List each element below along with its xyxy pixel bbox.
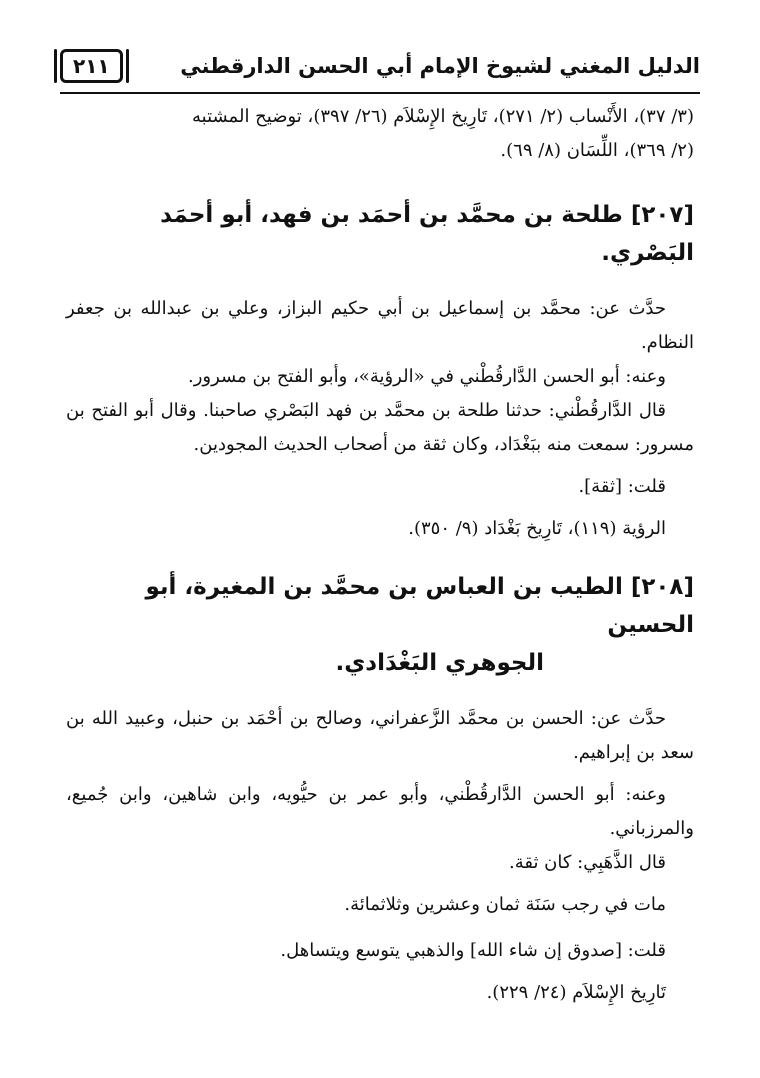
page-body — [66, 100, 694, 1010]
entry-208-teachers: حدَّث عن: الحسن بن محمَّد الزَّعفراني، وصالح بن أحْمَد بن حنبل، وعبيد الله بن سعد بن إبراهيم. — [66, 708, 694, 763]
spacer — [66, 682, 694, 702]
spacer — [66, 272, 694, 292]
entry-208-references: تَارِيخ الإِسْلاَم (٢٤/ ٢٢٩). — [486, 982, 666, 1003]
entry-207-references: الرؤية (١١٩)، تَارِيخ بَغْدَاد (٩/ ٣٥٠). — [408, 518, 666, 539]
spacer — [66, 546, 694, 568]
spacer — [66, 880, 694, 888]
references-continued-line1: (٣/ ٣٧)، الأَنْساب (٢/ ٢٧١)، تَارِيخ الإِسْلاَم (٢٦/ ٣٩٧)، توضيح المشتبه — [191, 106, 694, 127]
entry-207-teachers: حدَّث عن: محمَّد بن إسماعيل بن أبي حكيم البزاز، وعلي بن عبدالله بن جعفر النظام. — [66, 298, 694, 353]
spacer — [66, 504, 694, 512]
entry-208-title-line2: الجوهري البَغْدَادي. — [335, 650, 544, 676]
entry-208-verdict: قلت: [صدوق إن شاء الله] والذهبي يتوسع ويتساهل. — [280, 940, 666, 961]
spacer — [66, 922, 694, 934]
header-divider — [60, 92, 700, 94]
running-title: الدليل المغني لشيوخ الإمام أبي الحسن الدارقطني — [180, 54, 700, 78]
entry-208-death: مات في رجب سَنَة ثمان وعشرين وثلاثمائة. — [344, 894, 666, 915]
entry-208-title-line1: [٢٠٨] الطيب بن العباس بن محمَّد بن المغيرة، أبو الحسين — [145, 574, 694, 638]
entry-207-sayings: قال الدَّارقُطْني: حدثنا طلحة بن محمَّد بن فهد البَصْري صاحبنا. وقال أبو الفتح بن مسرور: سمعت منه ببَغْدَاد، وكان ثقة من أصحاب الحديث المجودين. — [66, 400, 694, 455]
references-continued-line2: (٢/ ٣٦٩)، اللِّسَان (٨/ ٦٩). — [500, 140, 694, 161]
entry-207-title: [٢٠٧] طلحة بن محمَّد بن أحمَد بن فهد، أبو أحمَد البَصْري. — [160, 202, 694, 266]
spacer — [66, 968, 694, 976]
entry-208-dhahabi-saying: قال الذَّهَبِي: كان ثقة. — [508, 852, 666, 873]
entry-207-verdict: قلت: [ثقة]. — [578, 476, 666, 497]
entry-207-students: وعنه: أبو الحسن الدَّارقُطْني في «الرؤية»، وأبو الفتح بن مسرور. — [188, 366, 666, 387]
page-header — [60, 46, 700, 86]
spacer — [66, 770, 694, 778]
spacer — [66, 462, 694, 470]
page-number: ٢١١ — [60, 49, 123, 83]
entry-208-students: وعنه: أبو الحسن الدَّارقُطْني، وأبو عمر بن حيُّويه، وابن شاهين، وابن جُميع، والمرزباني. — [66, 784, 694, 839]
spacer — [66, 168, 694, 196]
